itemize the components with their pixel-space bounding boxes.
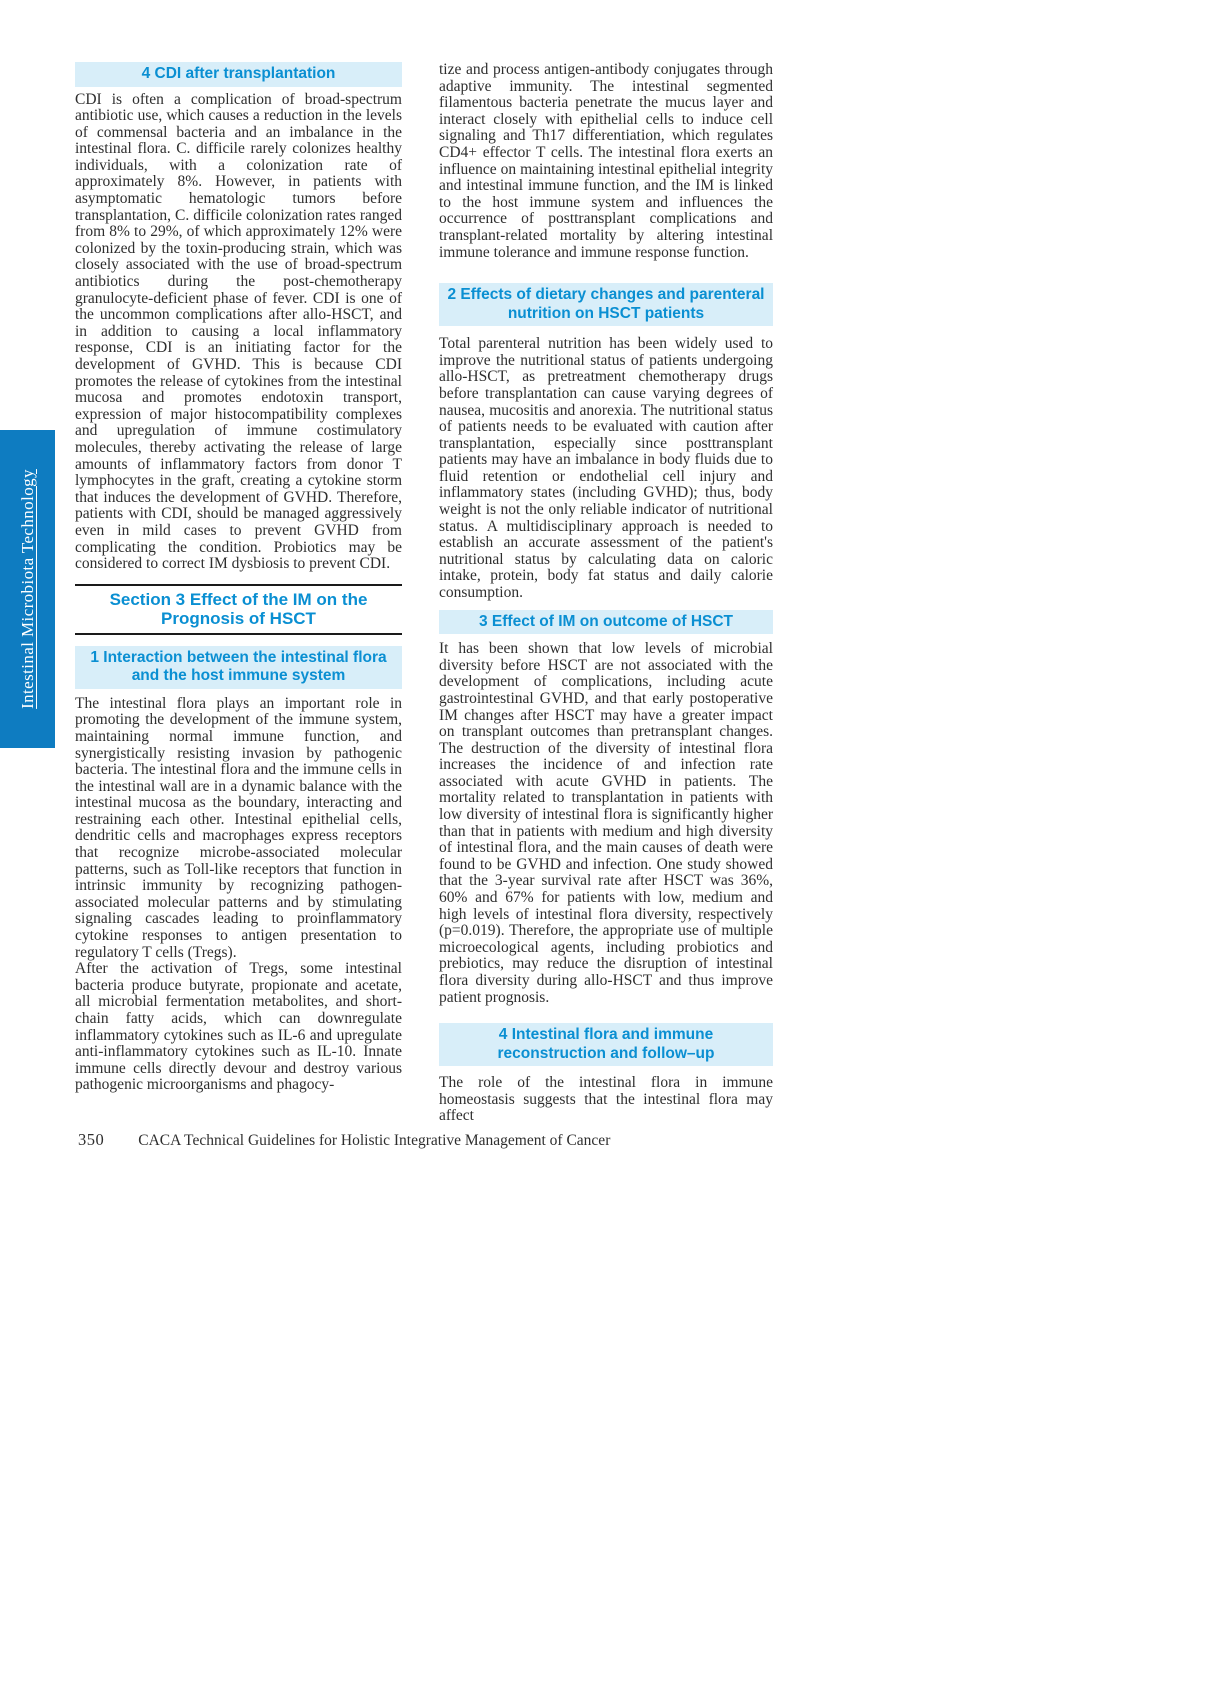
heading-cdi-after-transplantation: 4 CDI after transplantation <box>75 62 402 87</box>
column-left <box>75 62 402 1094</box>
chapter-side-tab-label: Intestinal Microbiota Technology <box>17 469 37 709</box>
paragraph-immune-homeostasis: The role of the intestinal flora in immune homeostasis suggests that the intestinal flora may affect <box>439 1074 773 1125</box>
heading-immune-reconstruction-followup: 4 Intestinal flora and immune reconstruction and follow–up <box>439 1023 773 1066</box>
page-number: 350 <box>78 1130 105 1149</box>
heading-dietary-parenteral-nutrition: 2 Effects of dietary changes and parenteral nutrition on HSCT patients <box>439 283 773 326</box>
paragraph-intestinal-flora: The intestinal flora plays an important role in promoting the development of the immune system, maintaining normal immune function, and synergistically resisting invasion by pathogenic bacteria. The intestinal flora and the immune cells in the intestinal wall are in a dynamic balance with the intestinal mucosa as the boundary, interacting and restraining each other. Intestinal epithelial cells, dendritic cells and macrophages express receptors that recognize microbe-associated molecular patterns, such as Toll-like receptors that function in intrinsic immunity by recognizing pathogen-associated molecular patterns and by stimulating signaling cascades leading to proinflammatory cytokine responses to antigen presentation to regulatory T cells (Tregs). <box>75 694 402 961</box>
footer-book-title: CACA Technical Guidelines for Holistic Integrative Management of Cancer <box>138 1132 611 1149</box>
paragraph-microbial-diversity: It has been shown that low levels of microbial diversity before HSCT are not associated with the development of complications, including acute gastrointestinal GVHD, and that early postoperative IM changes after HSCT may have a greater impact on transplant outcomes than pretransplant changes. The destruction of the diversity of intestinal flora increases the incidence of and infection rate associated with acute GVHD in patients. The mortality related to transplantation in patients with low diversity of intestinal flora is significantly higher than that in patients with medium and high diversity of intestinal flora, and the main causes of death were found to be GVHD and infection. One study showed that the 3-year survival rate after HSCT was 36%, 60% and 67% for patients with low, medium and high levels of intestinal flora diversity, respectively (p=0.019). Therefore, the appropriate use of multiple microecological agents, including probiotics and prebiotics, may reduce the disruption of intestinal flora diversity during allo-HSCT and thus improve patient prognosis. <box>439 640 773 1006</box>
paragraph-tregs-activation: After the activation of Tregs, some intestinal bacteria produce butyrate, propionate and acetate, all microbial fermentation metabolites, and short-chain fatty acids, which can downregulate inflammatory cytokines such as IL-6 and upregulate anti-inflammatory cytokines such as IL-10. Innate immune cells directly devour and destroy various pathogenic microorganisms and phagocy- <box>75 960 402 1094</box>
heading-im-outcome-hsct: 3 Effect of IM on outcome of HSCT <box>439 610 773 635</box>
column-right <box>439 62 773 1125</box>
paragraph-parenteral-nutrition: Total parenteral nutrition has been widely used to improve the nutritional status of patients undergoing allo-HSCT, as pretreatment chemotherapy drugs before transplantation can cause varying degrees of nausea, mucositis and anorexia. The nutritional status of patients needs to be evaluated with caution after transplantation, especially since posttransplant patients may have an imbalance in body fluids due to fluid retention or endothelial cell injury and inflammatory states (including GVHD); thus, body weight is not the only reliable indicator of nutritional status. A multidisciplinary approach is needed to establish an accurate assessment of the patient's nutritional status by calculating data on caloric intake, protein, body fat status and daily calorie consumption. <box>439 335 773 602</box>
section-heading-block <box>75 584 402 635</box>
paragraph-cdi: CDI is often a complication of broad-spectrum antibiotic use, which causes a reduction in the levels of commensal bacteria and an imbalance in the intestinal flora. C. difficile rarely colonizes healthy individuals, with a colonization rate of approximately 8%. However, in patients with asymptomatic hematologic tumors before transplantation, C. difficile colonization rates ranged from 8% to 29%, of which approximately 12% were colonized by the toxin-producing strain, which was closely associated with the use of broad-spectrum antibiotics during the post-chemotherapy granulocyte-deficient phase of fever. CDI is one of the uncommon complications after allo-HSCT, and in addition to causing a local inflammatory response, CDI is an initiating factor for the development of GVHD. This is because CDI promotes the release of cytokines from the intestinal mucosa and promotes endotoxin transport, expression of major histocompatibility complexes and upregulation of immune costimulatory molecules, thereby activating the release of large amounts of inflammatory factors from donor T lymphocytes in the graft, creating a cytokine storm that induces the development of GVHD. Therefore, patients with CDI, should be managed aggressively even in mild cases to prevent GVHD from complicating the condition. Probiotics may be considered to correct IM dysbiosis to prevent CDI. <box>75 90 402 573</box>
chapter-side-tab <box>0 430 55 748</box>
heading-interaction-flora-immune: 1 Interaction between the intestinal flora and the host immune system <box>75 646 402 689</box>
section-3-title: Section 3 Effect of the IM on the Prognosis of HSCT <box>109 589 368 628</box>
paragraph-adaptive-immunity: tize and process antigen-antibody conjugates through adaptive immunity. The intestinal segmented filamentous bacteria penetrate the mucus layer and interact closely with epithelial cells to induce cell signaling and Th17 differentiation, which regulates CD4+ effector T cells. The intestinal flora exerts an influence on maintaining intestinal epithelial integrity and intestinal immune function, and the IM is linked to the host immune system and influences the occurrence of posttransplant complications and transplant-related mortality by altering intestinal immune tolerance and immune response function. <box>439 61 773 261</box>
page-footer <box>78 1130 610 1150</box>
